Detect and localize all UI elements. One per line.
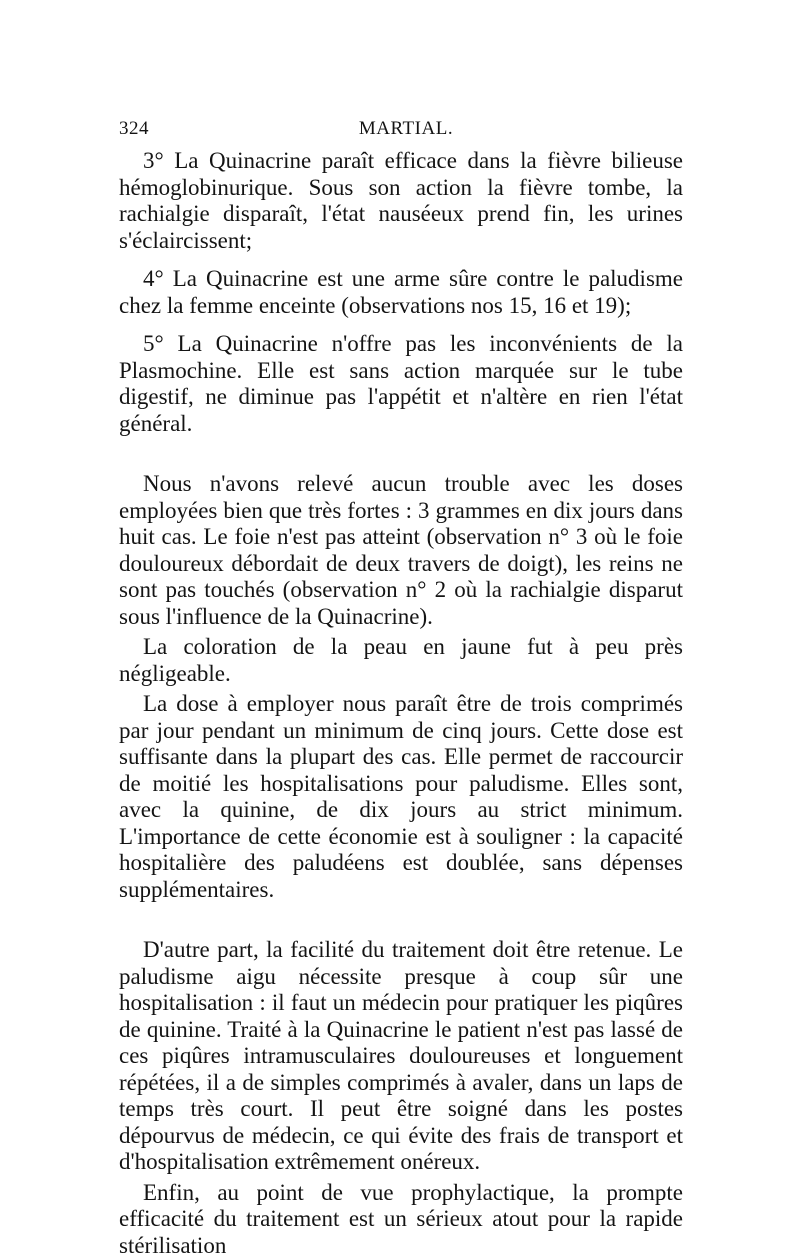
paragraph-prophylaxis: Enfin, au point de vue prophylactique, la prompte efficacité du traitement est un sérieux atout pour la rapide stérilisation bbox=[119, 1180, 683, 1259]
paragraph-ease-of-treatment: D'autre part, la facilité du traitement doit être retenue. Le paludisme aigu nécessite presque à coup sûr une hospitalisation : il faut un médecin pour pratiquer les piqûres de quinine. Traité à la Quinacrine le patient n'est pas lassé de ces piqûres intramusculaires douloureuses et longuement répétées, il a de simples comprimés à avaler, dans un laps de temps très court. Il peut être soigné dans les postes dépourvus de médecin, ce qui évite des frais de transport et d'hospitalisation extrêmement onéreux. bbox=[119, 937, 683, 1176]
paragraph-tolerance: Nous n'avons relevé aucun trouble avec les doses employées bien que très fortes : 3 grammes en dix jours dans huit cas. Le foie n'est pas atteint (observation n° 3 où le foie douloureux débordait de deux travers de doigt), les reins ne sont pas touchés (observation n° 2 où la rachialgie disparut sous l'influence de la Quinacrine). bbox=[119, 471, 683, 630]
paragraph-conclusion-5: 5° La Quinacrine n'offre pas les inconvénients de la Plasmochine. Elle est sans action marquée sur le tube digestif, ne diminue pas l'appétit et n'altère en rien l'état général. bbox=[119, 331, 683, 437]
running-title: MARTIAL. bbox=[119, 118, 683, 140]
running-head bbox=[119, 108, 683, 148]
paragraph-conclusion-3: 3° La Quinacrine paraît efficace dans la fièvre bilieuse hémoglobinurique. Sous son action la fièvre tombe, la rachialgie disparaît, l'état nauséeux prend fin, les urines s'éclaircissent; bbox=[119, 148, 683, 254]
book-page bbox=[119, 108, 683, 1259]
paragraph-dosage: La dose à employer nous paraît être de trois comprimés par jour pendant un minimum de cinq jours. Cette dose est suffisante dans la plupart des cas. Elle permet de raccourcir de moitié les hospitalisations pour paludisme. Elles sont, avec la quinine, de dix jours au strict minimum. L'importance de cette économie est à souligner : la capacité hospitalière des paludéens est doublée, sans dépenses supplémentaires. bbox=[119, 691, 683, 903]
paragraph-skin-coloration: La coloration de la peau en jaune fut à peu près négligeable. bbox=[119, 634, 683, 687]
page-number: 324 bbox=[119, 118, 149, 140]
paragraph-conclusion-4: 4° La Quinacrine est une arme sûre contre le paludisme chez la femme enceinte (observations nos 15, 16 et 19); bbox=[119, 266, 683, 319]
